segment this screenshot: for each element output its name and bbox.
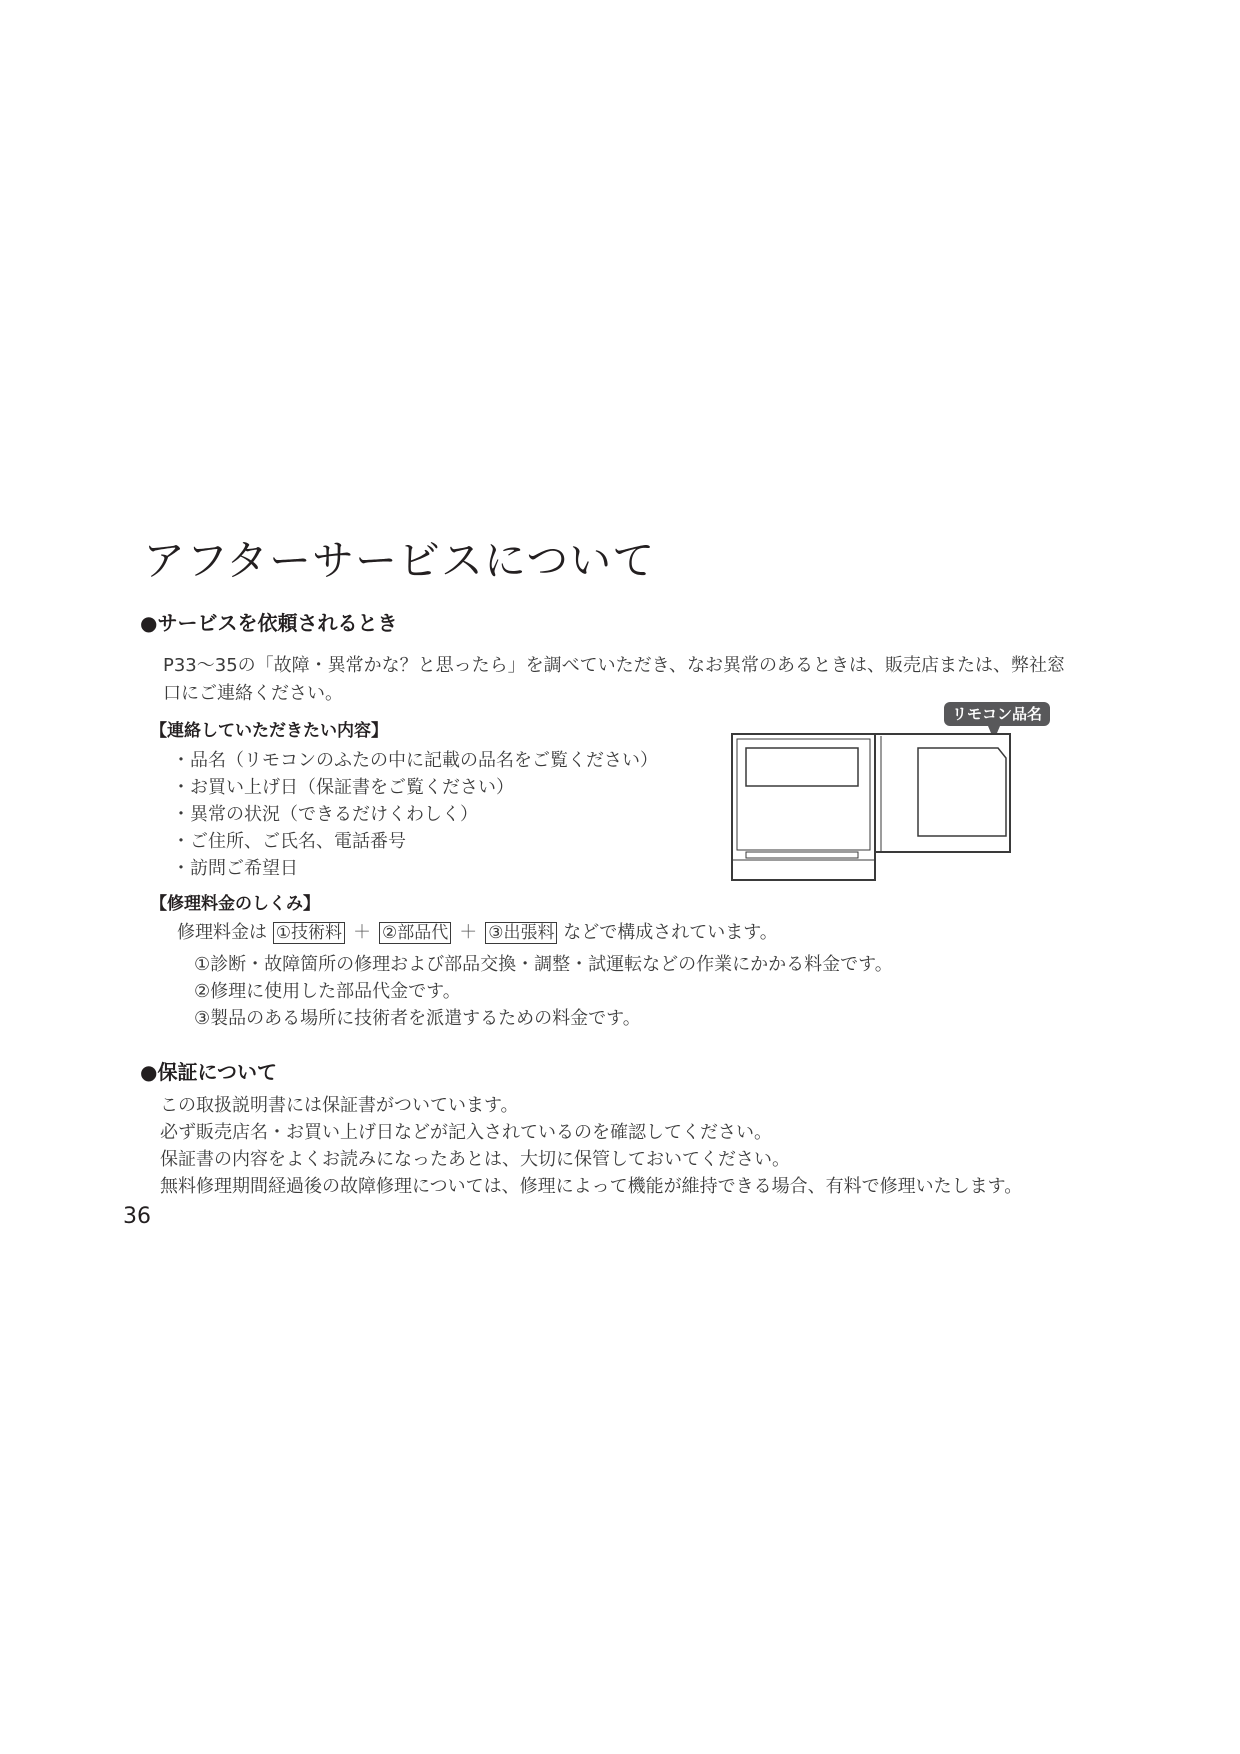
fee-parts: ②部品代	[379, 922, 451, 944]
warranty-line: この取扱説明書には保証書がついています。	[160, 1095, 519, 1116]
fee-technical: ①技術料	[273, 922, 345, 944]
remote-body-icon	[732, 734, 875, 880]
warranty-line: 無料修理期間経過後の故障修理については、修理によって機能が維持できる場合、有料で修理いたします。	[160, 1176, 1023, 1197]
contact-info-heading: 【連絡していただきたい内容】	[150, 721, 388, 741]
remote-product-name-label: リモコン品名	[951, 705, 1043, 723]
fee-prefix: 修理料金は	[177, 922, 267, 943]
page-number: 36	[123, 1204, 151, 1229]
warranty-heading: ●保証について	[140, 1060, 278, 1084]
service-intro-line-2: 口にご連絡ください。	[163, 683, 343, 704]
repair-fee-heading: 【修理料金のしくみ】	[150, 894, 320, 914]
warranty-line: 必ず販売店名・お買い上げ日などが記入されているのを確認してください。	[160, 1122, 772, 1143]
contact-item: ・訪問ご希望日	[172, 858, 298, 879]
service-intro-line-1: P33〜35の「故障・異常かな？と思ったら」を調べていただき、なお異常のあるときは、販売店または、弊社窓	[163, 655, 1065, 676]
fee-travel: ③出張料	[485, 922, 557, 944]
fee-note: ①診断・故障箇所の修理および部品交換・調整・試運転などの作業にかかる料金です。	[194, 954, 893, 975]
plus-sign: ＋	[352, 922, 371, 943]
contact-item: ・お買い上げ日（保証書をご覧ください）	[172, 777, 514, 798]
fee-note: ②修理に使用した部品代金です。	[194, 981, 461, 1002]
service-request-heading: ●サービスを依頼されるとき	[140, 611, 398, 635]
fee-suffix: などで構成されています。	[563, 922, 778, 943]
contact-item: ・ご住所、ご氏名、電話番号	[172, 831, 406, 852]
fee-note: ③製品のある場所に技術者を派遣するための料金です。	[194, 1008, 641, 1029]
warranty-line: 保証書の内容をよくお読みになったあとは、大切に保管しておいてください。	[160, 1149, 790, 1170]
page-title: アフターサービスについて	[143, 536, 656, 585]
remote-controller-diagram	[730, 700, 1060, 884]
plus-sign: ＋	[459, 922, 478, 943]
contact-item: ・異常の状況（できるだけくわしく）	[172, 804, 478, 825]
contact-item: ・品名（リモコンのふたの中に記載の品名をご覧ください）	[172, 750, 658, 771]
remote-open-cover-icon	[875, 734, 1010, 852]
repair-fee-formula	[177, 918, 778, 944]
